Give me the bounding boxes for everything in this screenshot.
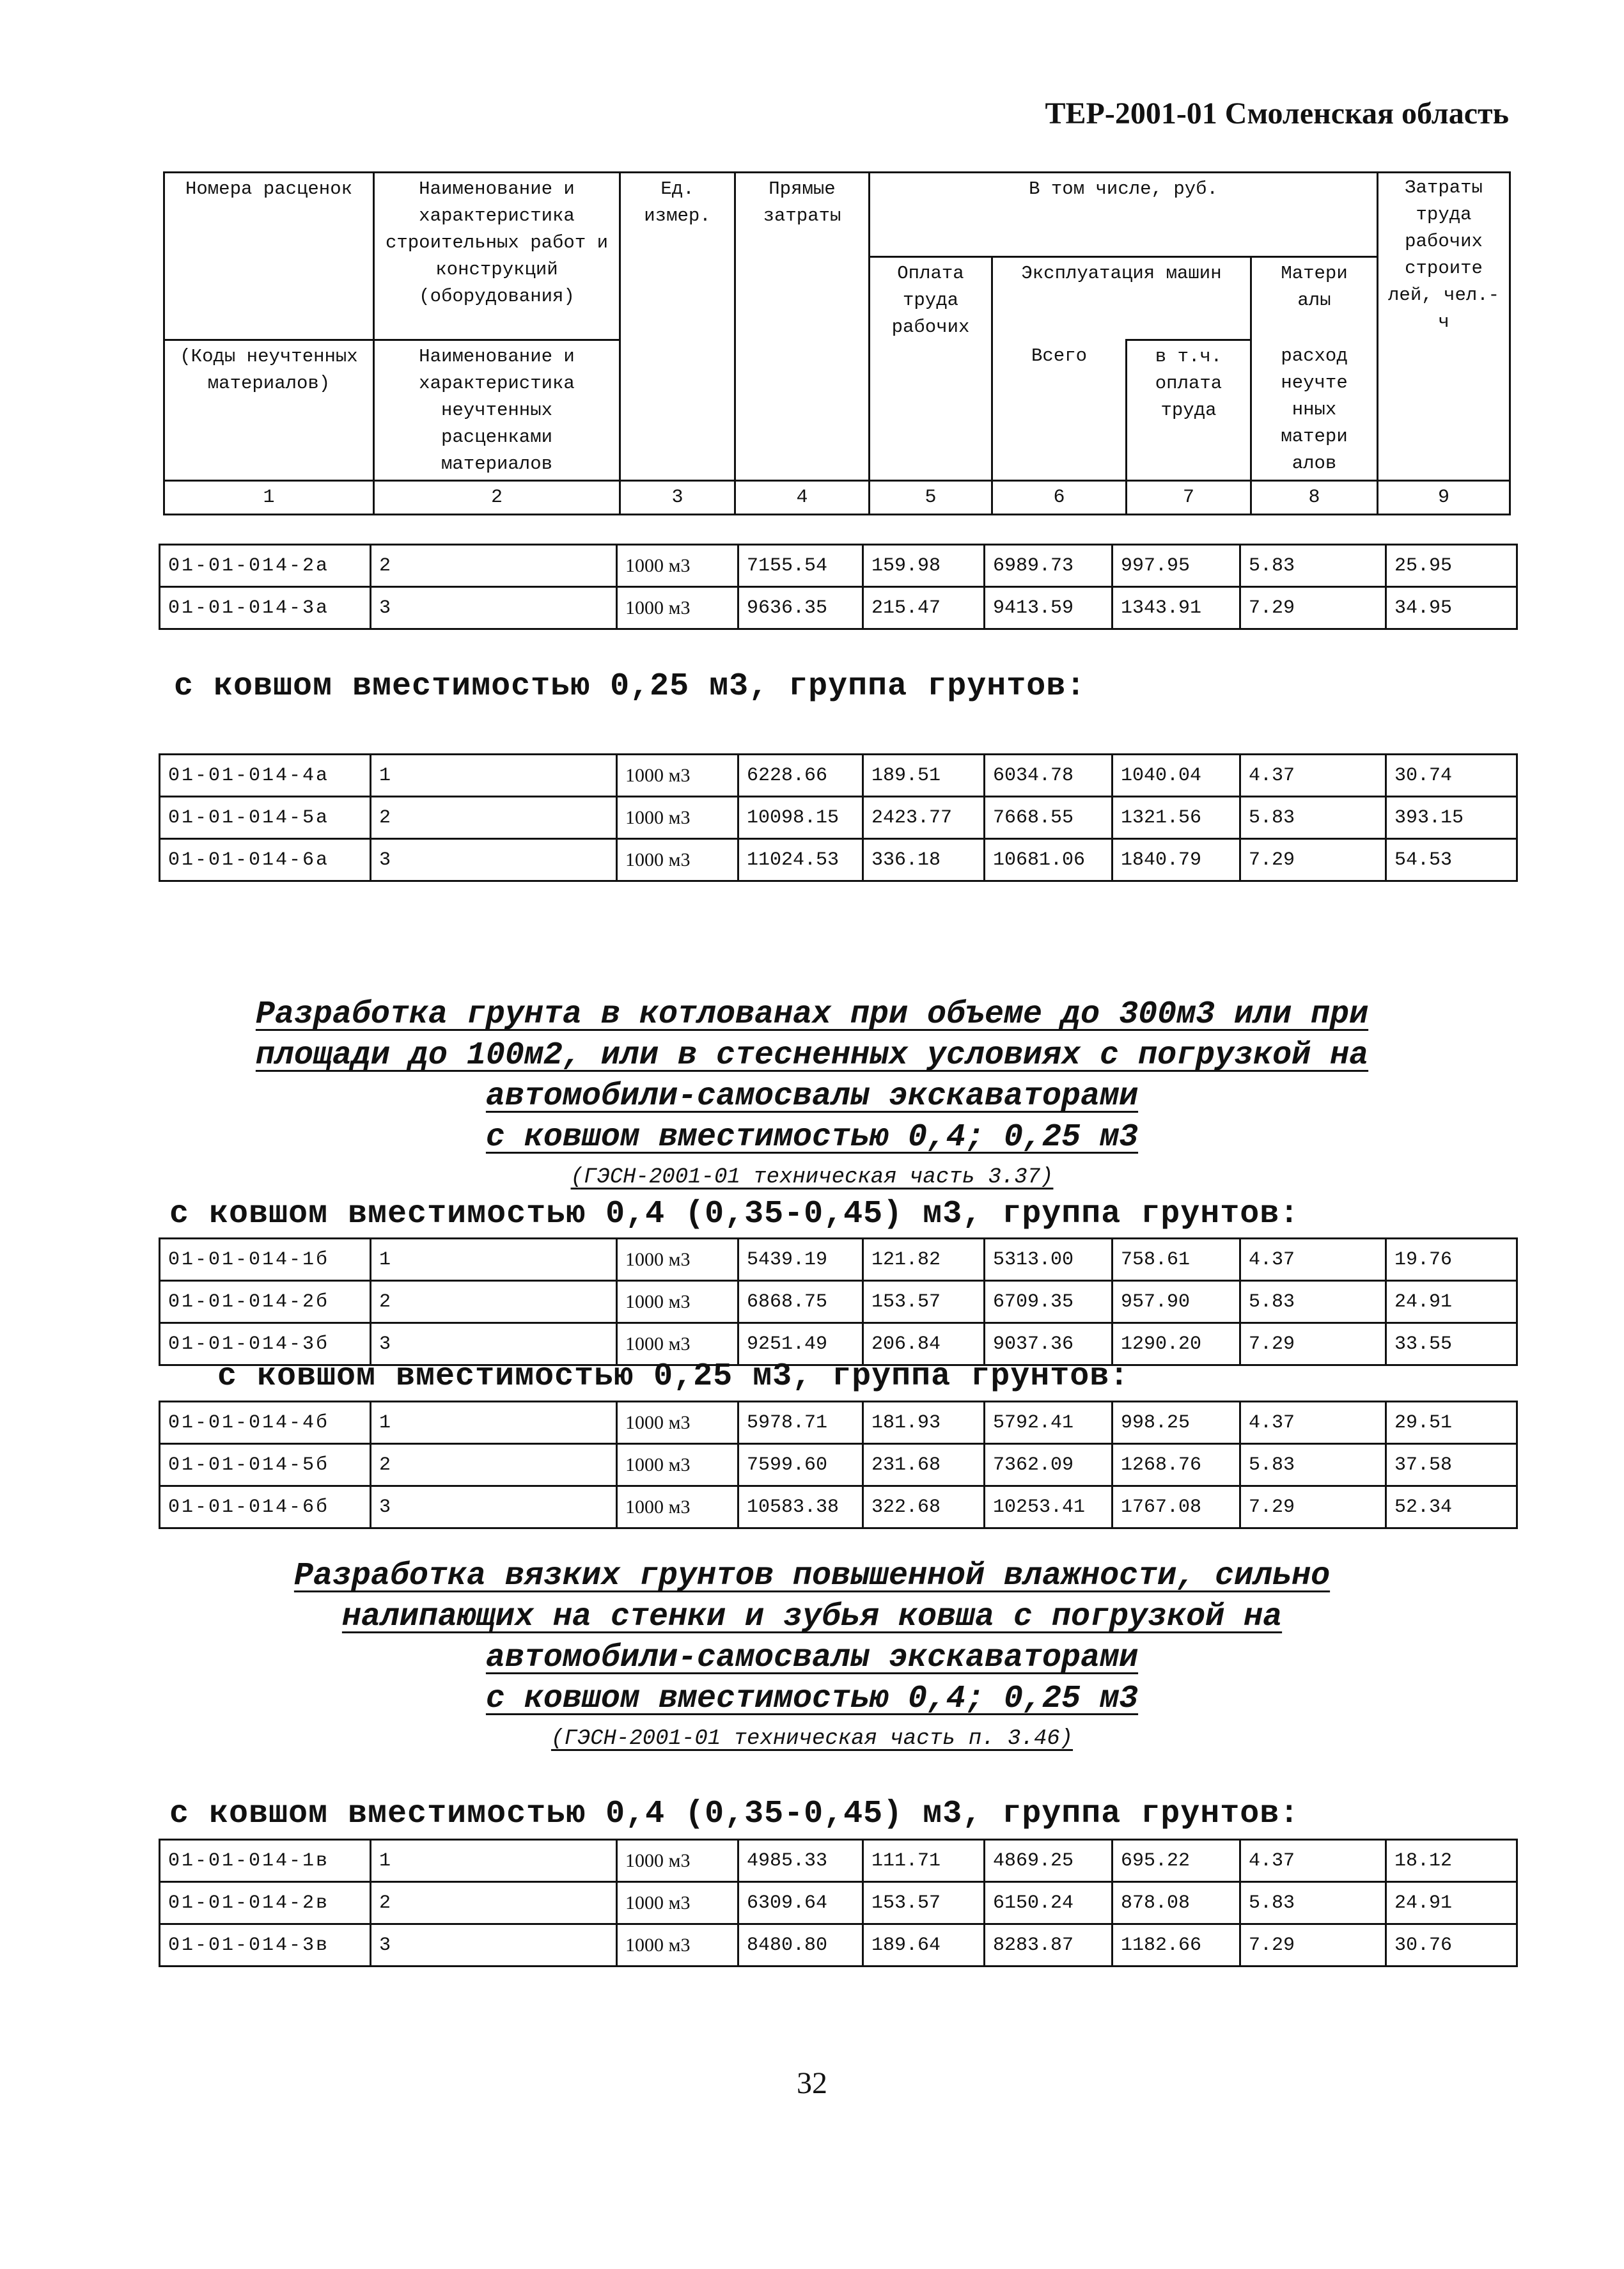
soil-group-cell: 2 (371, 545, 617, 587)
soil-group-cell: 1 (371, 755, 617, 797)
unit-cell: 1000 м3 (617, 1323, 738, 1365)
table-row (160, 1486, 1517, 1528)
page-header-title: ТЕР-2001-01 Смоленская область (1045, 97, 1509, 130)
unit-cell: 1000 м3 (617, 1924, 738, 1967)
header-machine-total: Всего (992, 340, 1127, 481)
labor-pay-cell: 231.68 (863, 1444, 985, 1486)
machine-labor-pay-cell: 957.90 (1113, 1281, 1240, 1323)
header-materials: Матери алы (1251, 257, 1378, 340)
machine-labor-pay-cell: 1840.79 (1113, 839, 1240, 881)
rate-code-cell: 01-01-014-6а (160, 839, 371, 881)
labor-pay-cell: 336.18 (863, 839, 985, 881)
machine-labor-pay-cell: 1182.66 (1113, 1924, 1240, 1967)
labor-hours-cell: 25.95 (1386, 545, 1517, 587)
section-title (0, 1037, 1624, 1074)
labor-pay-cell: 189.51 (863, 755, 985, 797)
unit-cell: 1000 м3 (617, 1486, 738, 1528)
soil-group-cell: 2 (371, 797, 617, 839)
rate-code-cell: 01-01-014-4б (160, 1402, 371, 1444)
header-including: В том числе, руб. (870, 173, 1378, 257)
section-title-line: налипающих на стенки и зубья ковша с погрузкой на (341, 1599, 1283, 1635)
machine-total-cell: 6709.35 (985, 1281, 1113, 1323)
materials-cell: 4.37 (1240, 755, 1386, 797)
section-title (0, 1599, 1624, 1635)
materials-cell: 7.29 (1240, 1924, 1386, 1967)
direct-costs-cell: 10098.15 (738, 797, 863, 839)
rate-table (159, 544, 1518, 630)
rate-code-cell: 01-01-014-5а (160, 797, 371, 839)
labor-hours-cell: 34.95 (1386, 587, 1517, 629)
rate-code-cell: 01-01-014-3а (160, 587, 371, 629)
unit-cell: 1000 м3 (617, 1444, 738, 1486)
labor-pay-cell: 121.82 (863, 1239, 985, 1281)
unit-cell: 1000 м3 (617, 755, 738, 797)
column-number: 2 (374, 481, 620, 515)
table-row (160, 839, 1517, 881)
labor-hours-cell: 30.76 (1386, 1924, 1517, 1967)
unit-cell: 1000 м3 (617, 1402, 738, 1444)
header-material-codes: (Коды неучтенных материалов) (164, 340, 374, 481)
machine-total-cell: 5313.00 (985, 1239, 1113, 1281)
column-numbers-row (164, 481, 1510, 515)
machine-labor-pay-cell: 1268.76 (1113, 1444, 1240, 1486)
labor-pay-cell: 153.57 (863, 1882, 985, 1924)
machine-labor-pay-cell: 695.22 (1113, 1840, 1240, 1882)
direct-costs-cell: 7155.54 (738, 545, 863, 587)
page-number: 32 (797, 2066, 827, 2100)
section-title (0, 1558, 1624, 1594)
section-reference: (ГЭСН-2001-01 техническая часть 3.37) (570, 1165, 1054, 1189)
header-rate-numbers: Номера расценок (164, 173, 374, 257)
rate-table (159, 1839, 1518, 1967)
rate-code-cell: 01-01-014-6б (160, 1486, 371, 1528)
rate-code-cell: 01-01-014-2а (160, 545, 371, 587)
labor-hours-cell: 29.51 (1386, 1402, 1517, 1444)
labor-pay-cell: 111.71 (863, 1840, 985, 1882)
machine-labor-pay-cell: 1040.04 (1113, 755, 1240, 797)
labor-hours-cell: 24.91 (1386, 1882, 1517, 1924)
direct-costs-cell: 9636.35 (738, 587, 863, 629)
section-title (0, 1640, 1624, 1676)
soil-group-cell: 1 (371, 1840, 617, 1882)
column-number: 9 (1378, 481, 1510, 515)
group-heading: с ковшом вместимостью 0,25 м3, группа грунтов: (217, 1358, 1130, 1395)
unit-cell: 1000 м3 (617, 1882, 738, 1924)
unit-cell: 1000 м3 (617, 1281, 738, 1323)
machine-labor-pay-cell: 1343.91 (1113, 587, 1240, 629)
unit-cell: 1000 м3 (617, 587, 738, 629)
materials-cell: 5.83 (1240, 1444, 1386, 1486)
materials-cell: 4.37 (1240, 1402, 1386, 1444)
labor-pay-cell: 153.57 (863, 1281, 985, 1323)
section-title-line: автомобили-самосвалы экскаваторами (485, 1640, 1139, 1676)
direct-costs-cell: 5978.71 (738, 1402, 863, 1444)
materials-cell: 4.37 (1240, 1239, 1386, 1281)
header-labor-hours: Затраты труда рабочих строите лей, чел.-ч (1378, 173, 1510, 481)
labor-hours-cell: 54.53 (1386, 839, 1517, 881)
table-row (160, 797, 1517, 839)
soil-group-cell: 3 (371, 1924, 617, 1967)
machine-total-cell: 6989.73 (985, 545, 1113, 587)
direct-costs-cell: 6309.64 (738, 1882, 863, 1924)
machine-total-cell: 8283.87 (985, 1924, 1113, 1967)
direct-costs-cell: 9251.49 (738, 1323, 863, 1365)
section-title-line: с ковшом вместимостью 0,4; 0,25 м3 (485, 1681, 1139, 1717)
machine-total-cell: 10681.06 (985, 839, 1113, 881)
labor-pay-cell: 189.64 (863, 1924, 985, 1967)
column-header-table (163, 171, 1511, 515)
materials-cell: 7.29 (1240, 1486, 1386, 1528)
soil-group-cell: 2 (371, 1281, 617, 1323)
column-number: 8 (1251, 481, 1378, 515)
labor-pay-cell: 2423.77 (863, 797, 985, 839)
unit-cell: 1000 м3 (617, 797, 738, 839)
labor-hours-cell: 18.12 (1386, 1840, 1517, 1882)
materials-cell: 5.83 (1240, 545, 1386, 587)
table-row (160, 587, 1517, 629)
labor-hours-cell: 19.76 (1386, 1239, 1517, 1281)
section-title (0, 1119, 1624, 1156)
labor-hours-cell: 33.55 (1386, 1323, 1517, 1365)
table-row (160, 1281, 1517, 1323)
rate-table (159, 1401, 1518, 1529)
rate-code-cell: 01-01-014-1б (160, 1239, 371, 1281)
labor-hours-cell: 30.74 (1386, 755, 1517, 797)
direct-costs-cell: 6228.66 (738, 755, 863, 797)
section-title (0, 1078, 1624, 1115)
table-row (160, 1840, 1517, 1882)
soil-group-cell: 2 (371, 1882, 617, 1924)
section-title-line: с ковшом вместимостью 0,4; 0,25 м3 (485, 1119, 1139, 1156)
unit-cell: 1000 м3 (617, 1239, 738, 1281)
direct-costs-cell: 6868.75 (738, 1281, 863, 1323)
rate-code-cell: 01-01-014-2в (160, 1882, 371, 1924)
labor-pay-cell: 206.84 (863, 1323, 985, 1365)
labor-hours-cell: 24.91 (1386, 1281, 1517, 1323)
column-number: 3 (620, 481, 735, 515)
materials-cell: 5.83 (1240, 1281, 1386, 1323)
header-spacer (164, 257, 374, 340)
header-labor-pay: Оплата труда рабочих (870, 257, 992, 481)
group-heading: с ковшом вместимостью 0,4 (0,35-0,45) м3, группа грунтов: (169, 1796, 1300, 1832)
column-number: 7 (1127, 481, 1251, 515)
table-row (160, 755, 1517, 797)
section-title-line: Разработка грунта в котлованах при объеме до 300м3 или при (255, 996, 1369, 1033)
machine-labor-pay-cell: 998.25 (1113, 1402, 1240, 1444)
section-title-line: площади до 100м2, или в стесненных условиях с погрузкой на (255, 1037, 1369, 1074)
unit-cell: 1000 м3 (617, 1840, 738, 1882)
materials-cell: 7.29 (1240, 1323, 1386, 1365)
group-heading: с ковшом вместимостью 0,4 (0,35-0,45) м3, группа грунтов: (169, 1196, 1300, 1232)
labor-hours-cell: 393.15 (1386, 797, 1517, 839)
soil-group-cell: 3 (371, 587, 617, 629)
header-machine-labor-pay: в т.ч. оплата труда (1127, 340, 1251, 481)
soil-group-cell: 3 (371, 1486, 617, 1528)
labor-pay-cell: 159.98 (863, 545, 985, 587)
machine-labor-pay-cell: 1321.56 (1113, 797, 1240, 839)
direct-costs-cell: 5439.19 (738, 1239, 863, 1281)
labor-pay-cell: 181.93 (863, 1402, 985, 1444)
soil-group-cell: 2 (371, 1444, 617, 1486)
section-title (0, 996, 1624, 1033)
rate-code-cell: 01-01-014-3в (160, 1924, 371, 1967)
header-unaccounted-materials: расход неучте нных матери алов (1251, 340, 1378, 481)
labor-pay-cell: 322.68 (863, 1486, 985, 1528)
table-row (160, 1402, 1517, 1444)
rate-code-cell: 01-01-014-5б (160, 1444, 371, 1486)
materials-cell: 7.29 (1240, 587, 1386, 629)
table-row (160, 1239, 1517, 1281)
soil-group-cell: 3 (371, 1323, 617, 1365)
direct-costs-cell: 10583.38 (738, 1486, 863, 1528)
column-number: 5 (870, 481, 992, 515)
machine-total-cell: 10253.41 (985, 1486, 1113, 1528)
machine-total-cell: 6034.78 (985, 755, 1113, 797)
section-title-line: автомобили-самосвалы экскаваторами (485, 1078, 1139, 1115)
header-work-name: Наименование и характеристика строительных работ и конструкций (оборудования) (374, 173, 620, 340)
machine-total-cell: 9413.59 (985, 587, 1113, 629)
materials-cell: 7.29 (1240, 839, 1386, 881)
direct-costs-cell: 11024.53 (738, 839, 863, 881)
rate-code-cell: 01-01-014-2б (160, 1281, 371, 1323)
table-row (160, 545, 1517, 587)
machine-total-cell: 6150.24 (985, 1882, 1113, 1924)
section-reference: (ГЭСН-2001-01 техническая часть п. 3.46) (550, 1727, 1074, 1751)
header-machine-operation: Эксплуатация машин (992, 257, 1251, 340)
rate-code-cell: 01-01-014-4а (160, 755, 371, 797)
machine-labor-pay-cell: 878.08 (1113, 1882, 1240, 1924)
machine-total-cell: 7668.55 (985, 797, 1113, 839)
materials-cell: 4.37 (1240, 1840, 1386, 1882)
group-heading: с ковшом вместимостью 0,25 м3, группа грунтов: (174, 668, 1086, 705)
rate-table (159, 753, 1518, 882)
header-direct-costs: Прямые затраты (735, 173, 870, 481)
soil-group-cell: 1 (371, 1239, 617, 1281)
soil-group-cell: 1 (371, 1402, 617, 1444)
unit-cell: 1000 м3 (617, 839, 738, 881)
unit-cell: 1000 м3 (617, 545, 738, 587)
machine-labor-pay-cell: 758.61 (1113, 1239, 1240, 1281)
rate-table (159, 1237, 1518, 1366)
machine-total-cell: 9037.36 (985, 1323, 1113, 1365)
column-number: 4 (735, 481, 870, 515)
direct-costs-cell: 7599.60 (738, 1444, 863, 1486)
soil-group-cell: 3 (371, 839, 617, 881)
machine-labor-pay-cell: 1290.20 (1113, 1323, 1240, 1365)
materials-cell: 5.83 (1240, 797, 1386, 839)
column-number: 6 (992, 481, 1127, 515)
labor-pay-cell: 215.47 (863, 587, 985, 629)
machine-labor-pay-cell: 1767.08 (1113, 1486, 1240, 1528)
labor-hours-cell: 52.34 (1386, 1486, 1517, 1528)
section-title-line: Разработка вязких грунтов повышенной влажности, сильно (293, 1558, 1331, 1594)
column-number: 1 (164, 481, 374, 515)
table-row (160, 1444, 1517, 1486)
direct-costs-cell: 8480.80 (738, 1924, 863, 1967)
table-row (160, 1882, 1517, 1924)
labor-hours-cell: 37.58 (1386, 1444, 1517, 1486)
header-material-name: Наименование и характеристика неучтенных расценками материалов (374, 340, 620, 481)
table-row (160, 1924, 1517, 1967)
section-title (0, 1681, 1624, 1717)
machine-total-cell: 4869.25 (985, 1840, 1113, 1882)
direct-costs-cell: 4985.33 (738, 1840, 863, 1882)
machine-total-cell: 5792.41 (985, 1402, 1113, 1444)
machine-total-cell: 7362.09 (985, 1444, 1113, 1486)
rate-code-cell: 01-01-014-1в (160, 1840, 371, 1882)
header-unit: Ед. измер. (620, 173, 735, 481)
rate-code-cell: 01-01-014-3б (160, 1323, 371, 1365)
materials-cell: 5.83 (1240, 1882, 1386, 1924)
machine-labor-pay-cell: 997.95 (1113, 545, 1240, 587)
